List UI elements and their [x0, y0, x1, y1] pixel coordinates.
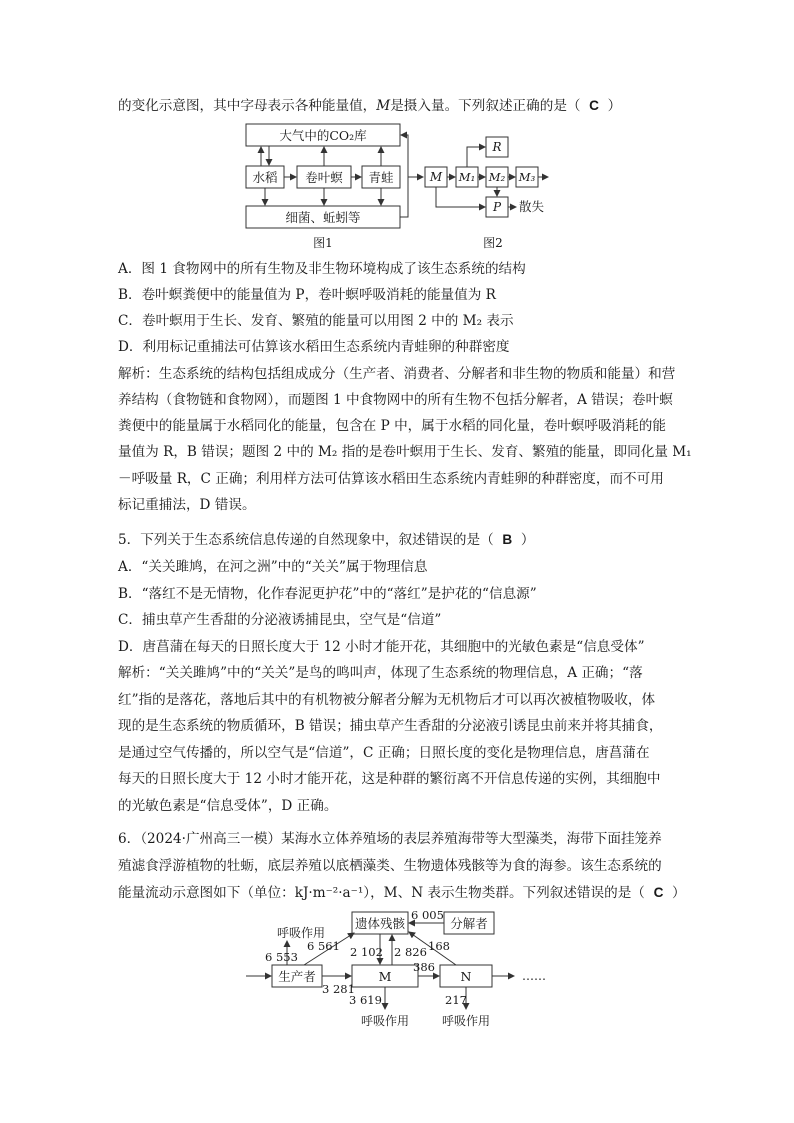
- figure-2-caption: 图2: [483, 236, 503, 250]
- q5-answer: B: [502, 532, 513, 547]
- q4-analysis-line: 粪便中的能量属于水稻同化的能量，包含在 P 中，属于水稻的同化量，卷叶螟呼吸消耗的能: [118, 418, 666, 434]
- q4-stem-pre: 的变化示意图，其中字母表示各种能量值，: [118, 98, 377, 114]
- q6-stem-line: 殖滤食浮游植物的牡蛎，底层养殖以底栖藻类、生物遗体残骸等为食的海参。该生态系统的: [118, 858, 662, 874]
- value-6553: 6 553: [265, 950, 298, 964]
- resp-n-label: 呼吸作用: [441, 1014, 491, 1028]
- figure-1-caption: 图1: [313, 236, 333, 250]
- q4-analysis-line: －呼吸量 R，C 正确；利用样方法可估算该水稻田生态系统内青蛙卵的种群密度，而不可用: [118, 471, 664, 487]
- value-168: 168: [428, 939, 450, 953]
- q4-stem-M: M: [376, 98, 391, 114]
- figure-2: [425, 137, 548, 250]
- value-3281: 3 281: [322, 982, 355, 996]
- q4-stem: [118, 96, 621, 116]
- m2-label: M₂: [488, 170, 506, 184]
- m3-label: M₃: [518, 170, 536, 184]
- value-2826: 2 826: [394, 945, 427, 959]
- q4-analysis-line: 量值为 R，B 错误；题图 2 中的 M₂ 指的是卷叶螟用于生长、发育、繁殖的能量，即同化量 M₁: [118, 444, 692, 460]
- q5-analysis-line: 的光敏色素是“信息受体”，D 正确。: [118, 798, 338, 814]
- q4-stem-post: 是摄入量。下列叙述正确的是（: [390, 98, 581, 114]
- frog-label: 青蛙: [368, 170, 394, 185]
- r-label: R: [492, 140, 502, 154]
- q4-analysis-line: 标记重捕法，D 错误。: [118, 497, 256, 513]
- figure-1: [246, 124, 423, 250]
- m1-label: M₁: [458, 170, 476, 184]
- value-6005: 6 005: [411, 908, 444, 922]
- decomposer-label: 细菌、蚯蚓等: [285, 210, 361, 225]
- p-label: P: [492, 200, 502, 214]
- q4-close-paren: ）: [607, 98, 622, 114]
- decomposer-label: 分解者: [450, 916, 488, 931]
- q6-stem-last: [118, 883, 686, 903]
- resp-m-label: 呼吸作用: [360, 1014, 410, 1028]
- scatter-label: 散失: [519, 199, 545, 214]
- q5-option-c: C．捕虫草产生香甜的分泌液诱捕昆虫，空气是“信道”: [118, 612, 442, 628]
- q4-answer: C: [589, 98, 599, 113]
- value-2102: 2 102: [350, 945, 383, 959]
- q6-stem-line: 6．（2024·广州高三一模）某海水立体养殖场的表层养殖海带等大型藻类，海带下面挂笼养: [118, 831, 662, 847]
- q6-answer: C: [653, 885, 664, 900]
- q5-close-paren: ）: [520, 532, 535, 548]
- m-group-label: M: [378, 969, 392, 984]
- q6-stem-line: 能量流动示意图如下（单位：kJ·m⁻²·a⁻¹），M、N 表示生物类群。下列叙述错误的是（: [118, 885, 645, 901]
- q6-energy-flow-figure: [0, 905, 794, 1030]
- resp-top-label: 呼吸作用: [276, 926, 326, 940]
- q5-option-b: B．“落红不是无情物，化作春泥更护花”中的“落红”是护花的“信息源”: [118, 586, 537, 602]
- rice-label: 水稻: [252, 170, 278, 185]
- q5-analysis-line: 解析：“关关雎鸠”中的“关关”是鸟的鸣叫声，体现了生态系统的物理信息，A 正确；“落: [118, 665, 643, 681]
- q4-analysis-line: 养结构（食物链和食物网），而题图 1 中食物网中的所有生物不包括分解者，A 错误；卷叶螟: [118, 392, 673, 408]
- flow-ellipsis: ……: [522, 969, 546, 983]
- q5-option-a: A．“关关雎鸠，在河之洲”中的“关关”属于物理信息: [118, 559, 428, 575]
- m-label: M: [429, 170, 443, 184]
- q4-option-d: D．利用标记重捕法可估算该水稻田生态系统内青蛙卵的种群密度: [118, 339, 510, 355]
- q5-option-d: D．唐菖蒲在每天的日照长度大于 12 小时才能开花，其细胞中的光敏色素是“信息受体”: [118, 639, 645, 655]
- q4-option-b: B．卷叶螟粪便中的能量值为 P，卷叶螟呼吸消耗的能量值为 R: [118, 287, 496, 303]
- n-group-label: N: [460, 969, 472, 984]
- q4-figures: [0, 118, 794, 258]
- q5-analysis-line: 是通过空气传播的，所以空气是“信道”，C 正确；日照长度的变化是物理信息，唐菖蒲在: [118, 745, 650, 761]
- q4-option-a: A．图 1 食物网中的所有生物及非生物环境构成了该生态系统的结构: [118, 261, 526, 277]
- value-217: 217: [445, 993, 467, 1007]
- remains-label: 遗体残骸: [354, 916, 406, 931]
- q6-close-paren: ）: [672, 885, 686, 901]
- q4-analysis-line: 解析：生态系统的结构包括组成成分（生产者、消费者、分解者和非生物的物质和能量）和营: [118, 366, 676, 382]
- q5-analysis-line: 每天的日照长度大于 12 小时才能开花，这是种群的繁衍离不开信息传递的实例，其细胞中: [118, 771, 661, 787]
- atmosphere-label: 大气中的CO₂库: [279, 128, 367, 143]
- q5-analysis-line: 红”指的是落花，落地后其中的有机物被分解者分解为无机物后才可以再次被植物吸收，体: [118, 692, 656, 708]
- q5-stem-text: 5．下列关于生态系统信息传递的自然现象中，叙述错误的是（: [118, 532, 494, 548]
- producer-label: 生产者: [278, 969, 316, 984]
- value-3619: 3 619: [349, 993, 382, 1007]
- q4-option-c: C．卷叶螟用于生长、发育、繁殖的能量可以用图 2 中的 M₂ 表示: [118, 313, 514, 329]
- value-6561: 6 561: [307, 939, 340, 953]
- value-386: 386: [413, 960, 435, 974]
- q5-analysis-line: 现的是生态系统的物质循环，B 错误；捕虫草产生香甜的分泌液引诱昆虫前来并将其捕食，: [118, 718, 663, 734]
- q5-stem: [118, 530, 534, 550]
- leafroller-label: 卷叶螟: [305, 170, 343, 185]
